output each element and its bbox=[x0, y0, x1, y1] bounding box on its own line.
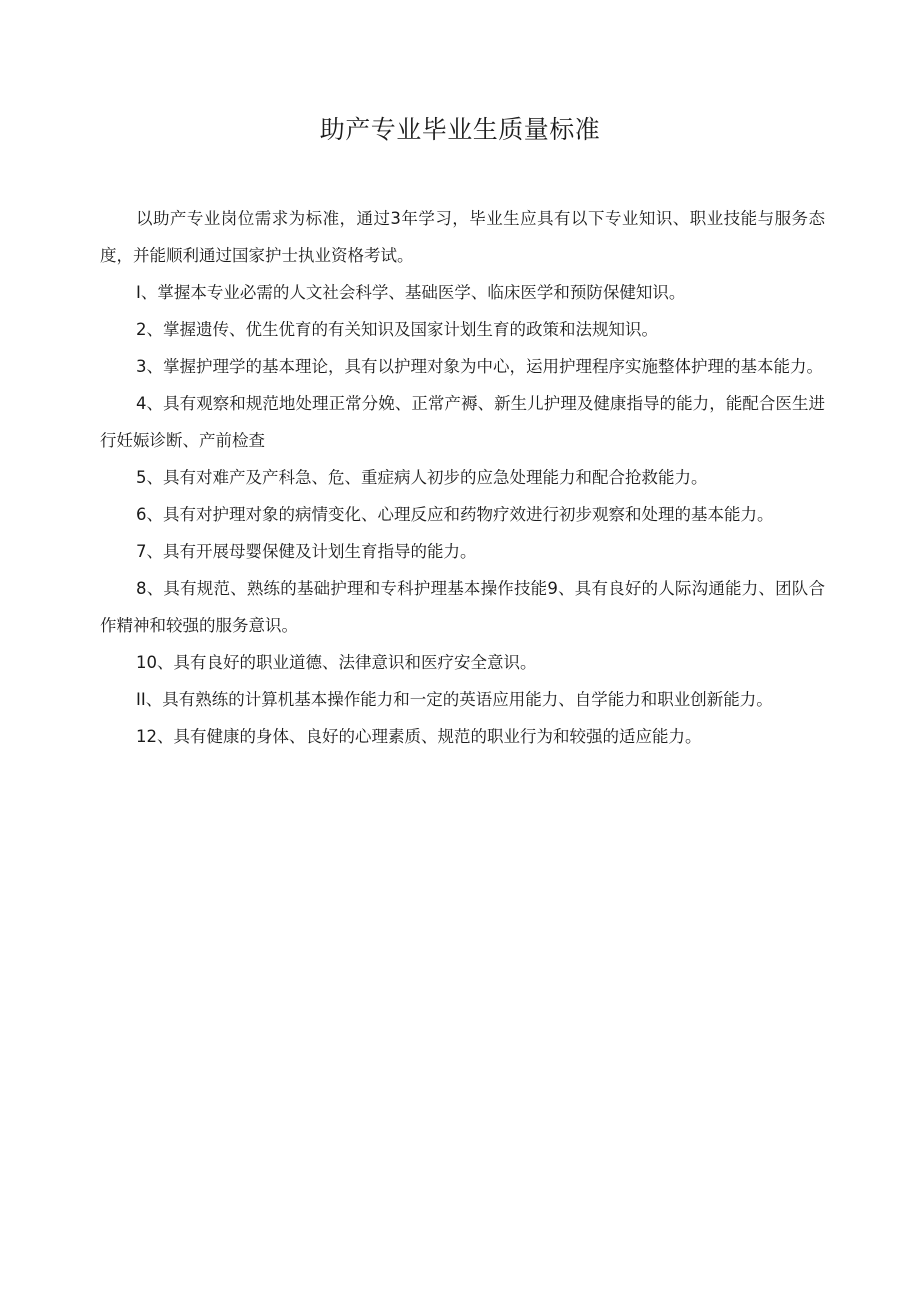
standard-item-6: 6、具有对护理对象的病情变化、心理反应和药物疗效进行初步观察和处理的基本能力。 bbox=[136, 505, 774, 524]
standard-item-8: 8、具有规范、熟练的基础护理和专科护理基本操作技能9、具有良好的人际沟通能力、团队合作精神和较强的服务意识。 bbox=[100, 579, 825, 635]
standard-item-12: 12、具有健康的身体、良好的心理素质、规范的职业行为和较强的适应能力。 bbox=[136, 727, 702, 746]
standard-item-3: 3、掌握护理学的基本理论，具有以护理对象为中心，运用护理程序实施整体护理的基本能力。 bbox=[136, 357, 823, 376]
standard-item-7: 7、具有开展母婴保健及计划生育指导的能力。 bbox=[136, 542, 477, 561]
standard-item-4: 4、具有观察和规范地处理正常分娩、正常产褥、新生儿护理及健康指导的能力，能配合医生进行妊娠诊断、产前检查 bbox=[100, 394, 825, 450]
standard-item-1: I、掌握本专业必需的人文社会科学、基础医学、临床医学和预防保健知识。 bbox=[136, 283, 686, 302]
standard-item-2: 2、掌握遗传、优生优育的有关知识及国家计划生育的政策和法规知识。 bbox=[136, 320, 658, 339]
intro-paragraph: 以助产专业岗位需求为标准，通过3年学习，毕业生应具有以下专业知识、职业技能与服务态度，并能顺利通过国家护士执业资格考试。 bbox=[100, 209, 825, 265]
standard-item-5: 5、具有对难产及产科急、危、重症病人初步的应急处理能力和配合抢救能力。 bbox=[136, 468, 708, 487]
document-body bbox=[100, 200, 825, 755]
standard-item-10: 10、具有良好的职业道德、法律意识和医疗安全意识。 bbox=[136, 653, 537, 672]
standard-item-11: II、具有熟练的计算机基本操作能力和一定的英语应用能力、自学能力和职业创新能力。 bbox=[136, 690, 773, 709]
document-title: 助产专业毕业生质量标准 bbox=[319, 115, 601, 144]
